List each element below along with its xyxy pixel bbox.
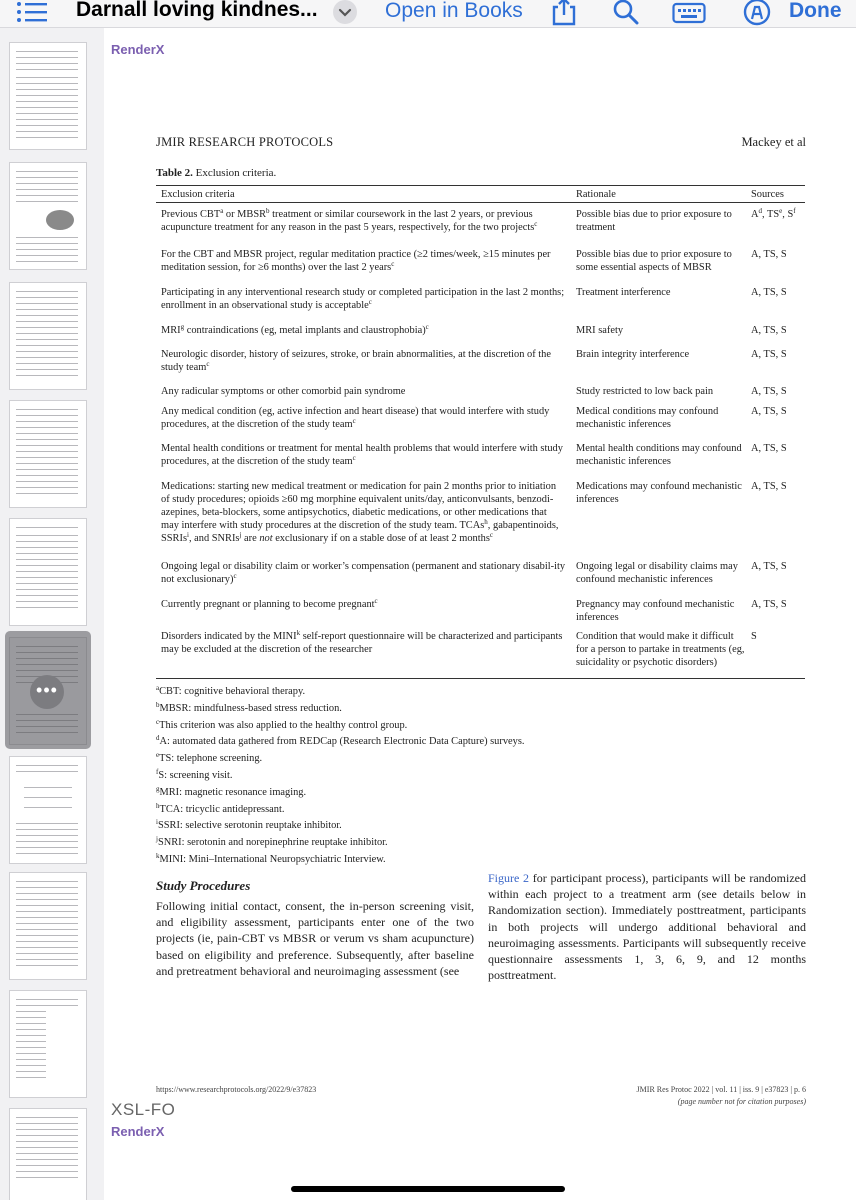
document-page xyxy=(104,28,856,1200)
chevron-down-icon[interactable] xyxy=(333,0,357,24)
table-header-row xyxy=(156,185,805,203)
footer-note: (page number not for citation purposes) xyxy=(677,1097,806,1106)
done-button[interactable]: Done xyxy=(789,0,842,22)
criterion-cell: Neurologic disorder, history of seizures, stroke, or brain abnormalities, at the discretion of the study team$^c$ xyxy=(161,349,551,373)
sources-cell: $A^d$, $TS^e$, $S^f$ xyxy=(751,207,796,220)
document-title: Darnall loving kindnes... xyxy=(76,0,318,21)
body-paragraph-right xyxy=(488,870,806,983)
renderx-watermark-bottom: RenderX xyxy=(111,1124,165,1139)
footer-citation: JMIR Res Protoc 2022 | vol. 11 | iss. 9 | e37823 | p. 6 xyxy=(636,1085,806,1094)
sources-cell: A, TS, S xyxy=(751,406,787,417)
criterion-cell: Previous CBT$^a$ or MBSR$^b$ treatment or similar coursework in the last 2 years, or previous acupuncture treatment for any reason in the past 5 years, respectively, for the two projects$^c$ xyxy=(161,207,538,233)
paragraph-text: for participant process), participants will be randomized within each project to a treatment arm (see details below in Randomization section). Immediately posttreatment, participants in both projects will undergo additional behavioral and neuroimaging assessments. Participants will subsequently receive questionnaire assessments 1, 3, 6, 9, and 12 months posttreatment. xyxy=(488,871,806,983)
footnote: $^i$SSRI: selective serotonin reuptake inhibitor. xyxy=(156,818,342,832)
markup-icon[interactable] xyxy=(743,0,771,26)
xslfo-watermark: XSL-FO xyxy=(111,1100,176,1119)
section-heading: Study Procedures xyxy=(156,878,251,893)
page-thumbnail-7[interactable] xyxy=(9,756,87,864)
criterion-text: Ongoing legal or disability claim or worker’s compensation (permanent and stationary disabil-ity not exclusionary) xyxy=(161,561,566,585)
sources-cell: A, TS, S xyxy=(751,599,787,610)
criterion-cell: Mental health conditions or treatment for mental health problems that would interfere with study procedures, at the discretion of the study team$^c$ xyxy=(161,443,563,467)
home-indicator[interactable] xyxy=(291,1186,565,1192)
footnote: $^k$MINI: Mini–International Neuropsychiatric Interview. xyxy=(156,851,386,865)
sources-cell: A, TS, S xyxy=(751,287,787,298)
table-footnotes xyxy=(156,684,524,869)
sources-cell: S xyxy=(751,631,757,642)
figure-2-link[interactable]: Figure 2 xyxy=(488,871,530,885)
criterion-cell: Any radicular symptoms or other comorbid pain syndrome xyxy=(161,386,406,397)
footnote: $^a$CBT: cognitive behavioral therapy. xyxy=(156,684,306,697)
criterion-cell: Any medical condition (eg, active infection and heart disease) that would interfere with study procedures, at the discretion of the study team$^c$ xyxy=(161,406,550,430)
table-of-contents-icon[interactable] xyxy=(16,0,50,24)
journal-header: JMIR RESEARCH PROTOCOLS xyxy=(156,135,334,149)
footnote: $^j$SNRI: serotonin and norepinephrine reuptake inhibitor. xyxy=(156,835,388,849)
page-thumbnail-sidebar[interactable] xyxy=(0,28,104,1200)
footnote: $^d$A: automated data gathered from REDCap (Research Electronic Data Capture) surveys. xyxy=(156,734,525,748)
criterion-text: Participating in any interventional research study or completed participation in the last 2 months; enrollment in an observational study is acceptable xyxy=(161,287,565,311)
rationale-cell: Ongoing legal or disability claims may confound mechanistic inferences xyxy=(576,561,738,585)
page-thumbnail-1[interactable] xyxy=(9,42,87,150)
sources-cell: A, TS, S xyxy=(751,386,787,397)
top-toolbar xyxy=(0,0,856,28)
page-thumbnail-2[interactable] xyxy=(9,162,87,270)
page-thumbnail-9[interactable] xyxy=(9,990,87,1098)
sources-cell: A, TS, S xyxy=(751,561,787,572)
rationale-cell: Study restricted to low back pain xyxy=(576,386,714,397)
body-paragraph-left: Following initial contact, consent, the in-person screening visit, and eligibility assessment, participants enter one of the two projects (ie, pain-CBT vs MBSR or verum vs sham acupuncture) based on eligibility and preference. Subsequently, after baseline and pretreatment behavioral and neuroimaging assessment (see xyxy=(156,899,474,978)
open-in-books-button[interactable]: Open in Books xyxy=(385,0,523,22)
criterion-cell: Medications: starting new medical treatment or medication for pain 2 months prior to initiation of study procedures; opioids ≥60 mg morphine equivalent units/day, anticonvulsants, benzodi-azepines, beta-blockers, some antipsychotics, diabetic medications, or other medications that may interfere with study procedures at the discretion of the study team. TCAs$^h$, gabapentinoids, SSRIs$^i$, and SNRIs$^j$ are not exclusionary if on a stable dose of at least 2 months$^c$ xyxy=(161,481,559,544)
rationale-cell: Medical conditions may confound mechanistic inferences xyxy=(576,406,719,430)
table-bottom-rule xyxy=(156,678,805,679)
criterion-text: Medications: starting new medical treatment or medication for pain 2 months prior to initiation of study procedures; opioids ≥60 mg morphine equivalent units/day, anticonvulsants, benzodi-azepines, beta-blockers, some antipsychotics, diabetic medications, or other medications that may interfere with study procedures at the discretion of the study team. xyxy=(161,481,557,531)
authors-header: Mackey et al xyxy=(741,135,806,149)
criterion-text: Mental health conditions or treatment for mental health problems that would interfere with study procedures, at the discretion of the study team xyxy=(161,443,563,467)
sources-cell: A, TS, S xyxy=(751,349,787,360)
criterion-cell: Currently pregnant or planning to become pregnant$^c$ xyxy=(161,597,378,610)
rationale-cell: Possible bias due to prior exposure to treatment xyxy=(576,209,732,233)
brain-image-thumbnail xyxy=(46,210,74,230)
rationale-cell: MRI safety xyxy=(576,325,624,336)
criterion-cell: Ongoing legal or disability claim or worker’s compensation (permanent and stationary disabil-ity not exclusionary)$^c$ xyxy=(161,561,566,585)
footnote: $^g$MRI: magnetic resonance imaging. xyxy=(156,784,307,798)
footnote: $^e$TS: telephone screening. xyxy=(156,751,263,765)
search-icon[interactable] xyxy=(612,0,640,26)
page-thumbnail-8[interactable] xyxy=(9,872,87,980)
criterion-text: Currently pregnant or planning to become pregnant xyxy=(161,599,375,610)
sources-cell: A, TS, S xyxy=(751,325,787,336)
page-thumbnail-4[interactable] xyxy=(9,400,87,508)
rationale-cell: Medications may confound mechanistic inferences xyxy=(576,481,742,505)
criterion-text: contraindications (eg, metal implants and claustrophobia) xyxy=(184,325,426,336)
criterion-cell: Participating in any interventional research study or completed participation in the last 2 months; enrollment in an observational study is acceptable$^c$ xyxy=(161,287,565,311)
header-exclusion-criteria: Exclusion criteria xyxy=(161,189,235,200)
footnote: $^b$MBSR: mindfulness-based stress reduction. xyxy=(156,700,342,714)
criterion-text: self-report questionnaire will be characterized and participants may be excluded at the discretion of the researcher xyxy=(161,631,563,655)
criterion-text: For the CBT and MBSR project, regular meditation practice (≥2 times/week, ≥15 minutes per meditation session, for ≥6 months) over the last 2 years xyxy=(161,249,551,273)
rationale-cell: Pregnancy may confound mechanistic inferences xyxy=(576,599,735,623)
sources-cell: A, TS, S xyxy=(751,443,787,454)
criterion-cell: Disorders indicated by the MINI$^k$ self-report questionnaire will be characterized and participants may be excluded at the discretion of the researcher xyxy=(161,629,563,655)
footnote: $^h$TCA: tricyclic antidepressant. xyxy=(156,801,285,815)
table-label: Table 2. xyxy=(156,167,193,179)
criterion-text: Neurologic disorder, history of seizures, stroke, or brain abnormalities, at the discretion of the study team xyxy=(161,349,551,373)
criterion-cell: For the CBT and MBSR project, regular meditation practice (≥2 times/week, ≥15 minutes per meditation session, for ≥6 months) over the last 2 years$^c$ xyxy=(161,249,551,273)
page-thumbnail-5[interactable] xyxy=(9,518,87,626)
footnote: $^c$This criterion was also applied to the healthy control group. xyxy=(156,717,408,731)
header-rationale: Rationale xyxy=(576,189,616,200)
footer-url: https://www.researchprotocols.org/2022/9/e37823 xyxy=(156,1085,317,1094)
page-thumbnail-10[interactable] xyxy=(9,1108,87,1200)
rationale-cell: Possible bias due to prior exposure to some essential aspects of MBSR xyxy=(576,249,732,273)
table-caption-text: Exclusion criteria. xyxy=(195,167,277,179)
rationale-cell: Treatment interference xyxy=(576,287,671,298)
table-caption xyxy=(156,167,276,179)
header-sources: Sources xyxy=(751,189,784,200)
keyboard-icon[interactable] xyxy=(672,0,706,24)
rationale-cell: Mental health conditions may confound mechanistic inferences xyxy=(576,443,742,467)
share-icon[interactable] xyxy=(549,0,579,26)
rationale-cell: Brain integrity interference xyxy=(576,349,690,360)
renderx-watermark: RenderX xyxy=(111,42,165,57)
more-options-button[interactable]: ••• xyxy=(30,675,64,709)
footnote: $^f$S: screening visit. xyxy=(156,767,233,781)
rationale-cell: Condition that would make it difficult for a person to partake in treatments (eg, suicidality or psychotic disorders) xyxy=(576,631,745,668)
sources-cell: A, TS, S xyxy=(751,481,787,492)
page-thumbnail-3[interactable] xyxy=(9,282,87,390)
criterion-text: Any medical condition (eg, active infection and heart disease) that would interfere with study procedures, at the discretion of the study team xyxy=(161,406,550,430)
criterion-cell: MRI$^g$ contraindications (eg, metal implants and claustrophobia)$^c$ xyxy=(161,323,429,336)
sources-cell: A, TS, S xyxy=(751,249,787,260)
